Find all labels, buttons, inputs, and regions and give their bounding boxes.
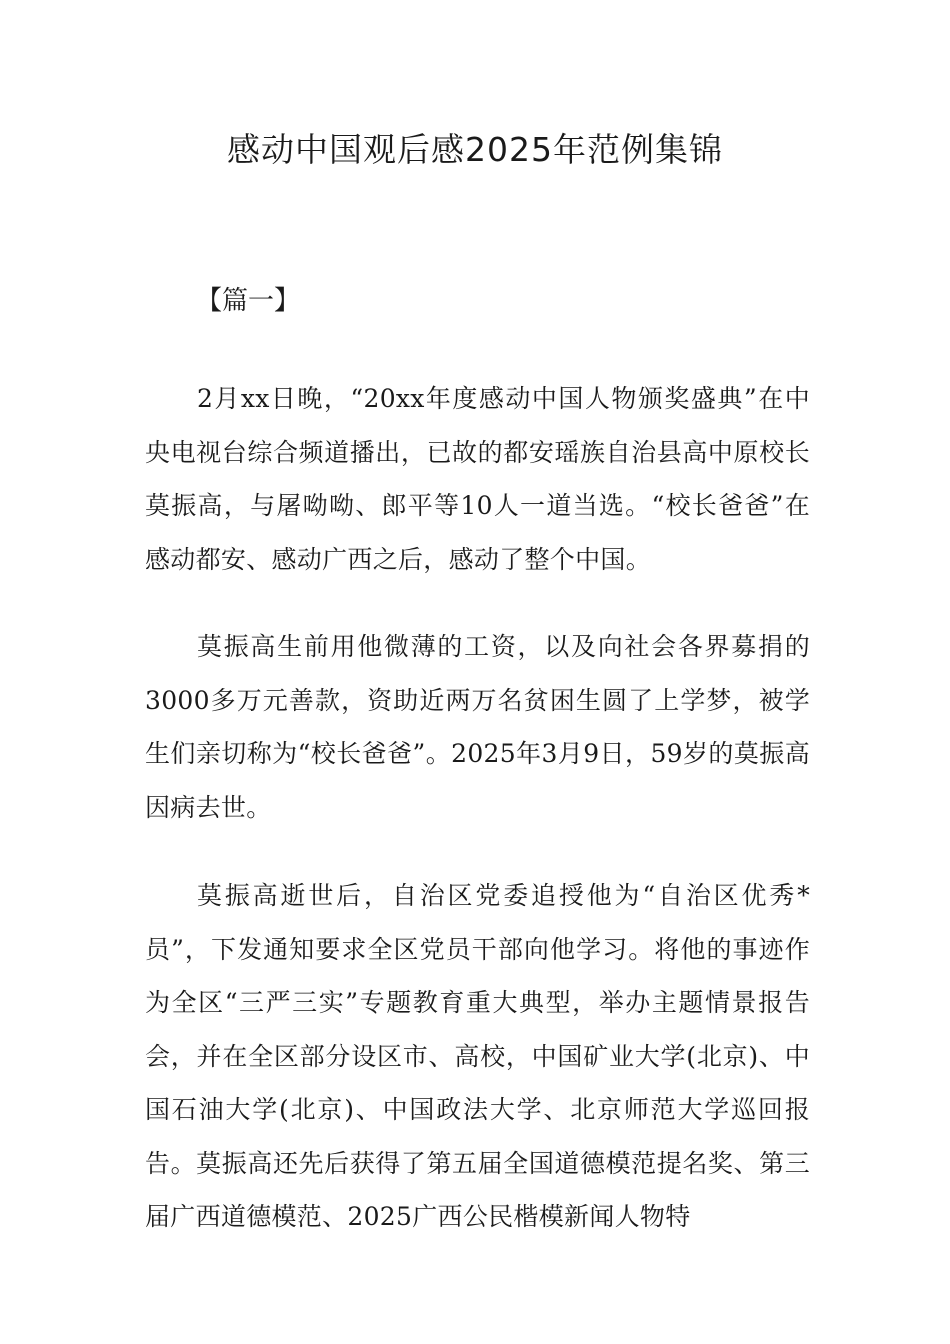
paragraph-3: 莫振高逝世后，自治区党委追授他为“自治区优秀*员”，下发通知要求全区党员干部向他学习。将他的事迹作为全区“三严三实”专题教育重大典型，举办主题情景报告会，并在全区部分设区市、高校，中国矿业大学(北京)、中国石油大学(北京)、中国政法大学、北京师范大学巡回报告。莫振高还先后获得了第五届全国道德模范提名奖、第三届广西道德模范、2025广西公民楷模新闻人物特 (145, 881, 810, 1231)
paragraph-2: 莫振高生前用他微薄的工资，以及向社会各界募捐的3000多万元善款，资助近两万名贫困生圆了上学梦，被学生们亲切称为“校长爸爸”。2025年3月9日，59岁的莫振高因病去世。 (145, 632, 810, 822)
document-title: 感动中国观后感2025年范例集锦 (227, 130, 723, 169)
section-label: 【篇一】 (196, 286, 301, 316)
paragraph-1: 2月xx日晚，“20xx年度感动中国人物颁奖盛典”在中央电视台综合频道播出，已故的都安瑶族自治县高中原校长莫振高，与屠呦呦、郎平等10人一道当选。“校长爸爸”在感动都安、感动广西之后，感动了整个中国。 (145, 384, 810, 574)
